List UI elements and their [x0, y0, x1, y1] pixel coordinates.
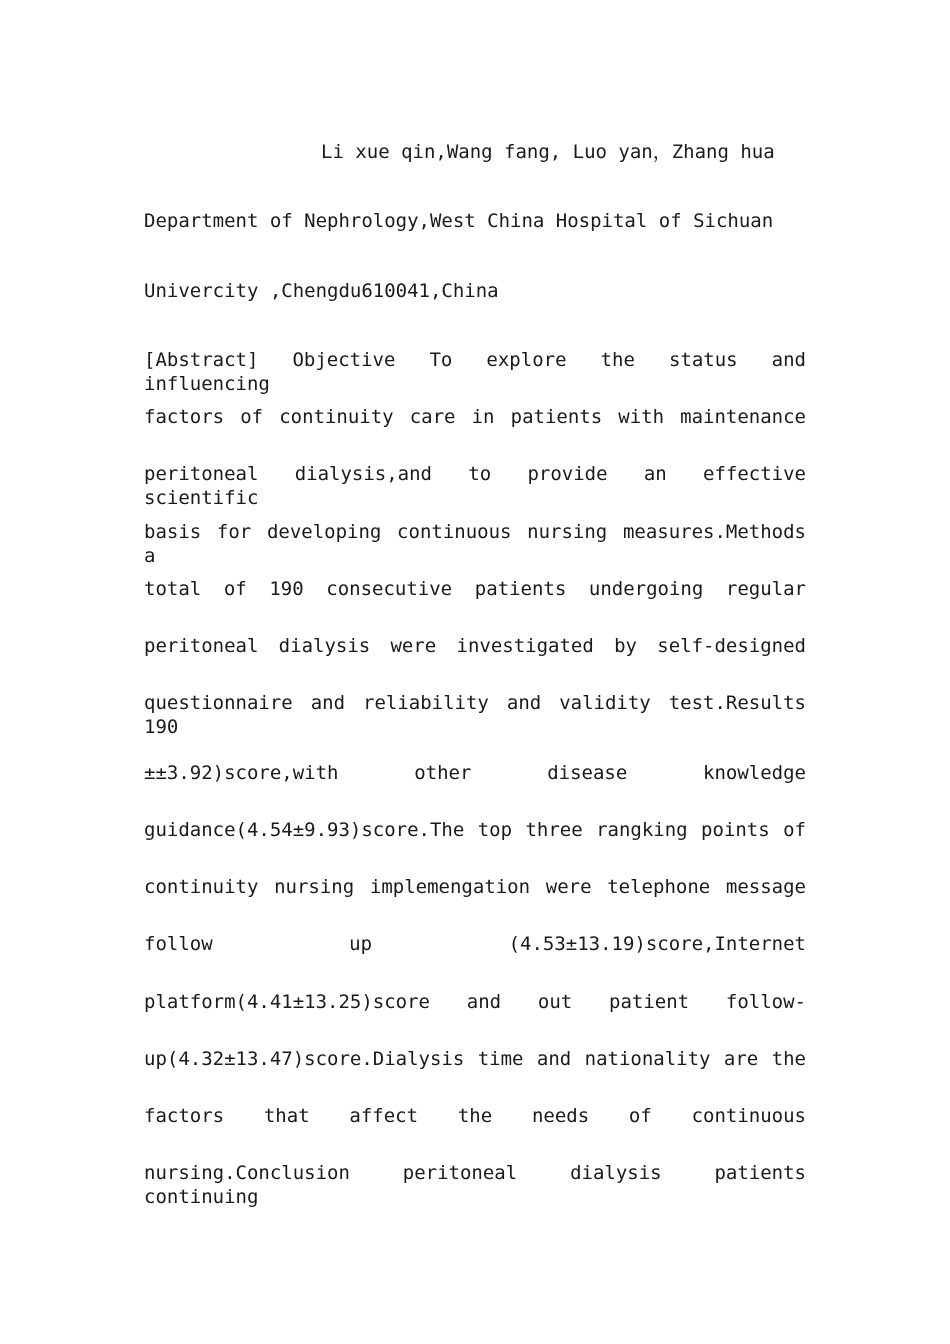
- abstract-line: nursing.Conclusion peritoneal dialysis patients continuing: [144, 1162, 806, 1208]
- abstract-line: factors that affect the needs of continuous: [144, 1105, 806, 1127]
- abstract-line: platform(4.41±13.25)score and out patient follow-: [144, 991, 806, 1013]
- abstract-line: [Abstract] Objective To explore the status and influencing: [144, 349, 806, 395]
- abstract-line: up(4.32±13.47)score.Dialysis time and nationality are the: [144, 1048, 806, 1070]
- affiliation-line-2: Univercity ,Chengdu610041,China: [144, 280, 499, 302]
- abstract-line: total of 190 consecutive patients undergoing regular: [144, 578, 806, 600]
- affiliation-line-1: Department of Nephrology,West China Hospital of Sichuan: [144, 210, 774, 232]
- abstract-line: peritoneal dialysis were investigated by self-designed: [144, 635, 806, 657]
- abstract-line: ±±3.92)score,with other disease knowledge: [144, 762, 806, 784]
- abstract-line: factors of continuity care in patients with maintenance: [144, 406, 806, 428]
- abstract-line: follow up (4.53±13.19)score,Internet: [144, 933, 806, 955]
- abstract-line: questionnaire and reliability and validity test.Results 190: [144, 692, 806, 738]
- abstract-line: basis for developing continuous nursing measures.Methods a: [144, 521, 806, 567]
- abstract-line: guidance(4.54±9.93)score.The top three rangking points of: [144, 819, 806, 841]
- abstract-line: peritoneal dialysis,and to provide an effective scientific: [144, 463, 806, 509]
- abstract-line: continuity nursing implemengation were telephone message: [144, 876, 806, 898]
- author-list: Li xue qin,Wang fang, Luo yan，Zhang hua: [321, 141, 775, 163]
